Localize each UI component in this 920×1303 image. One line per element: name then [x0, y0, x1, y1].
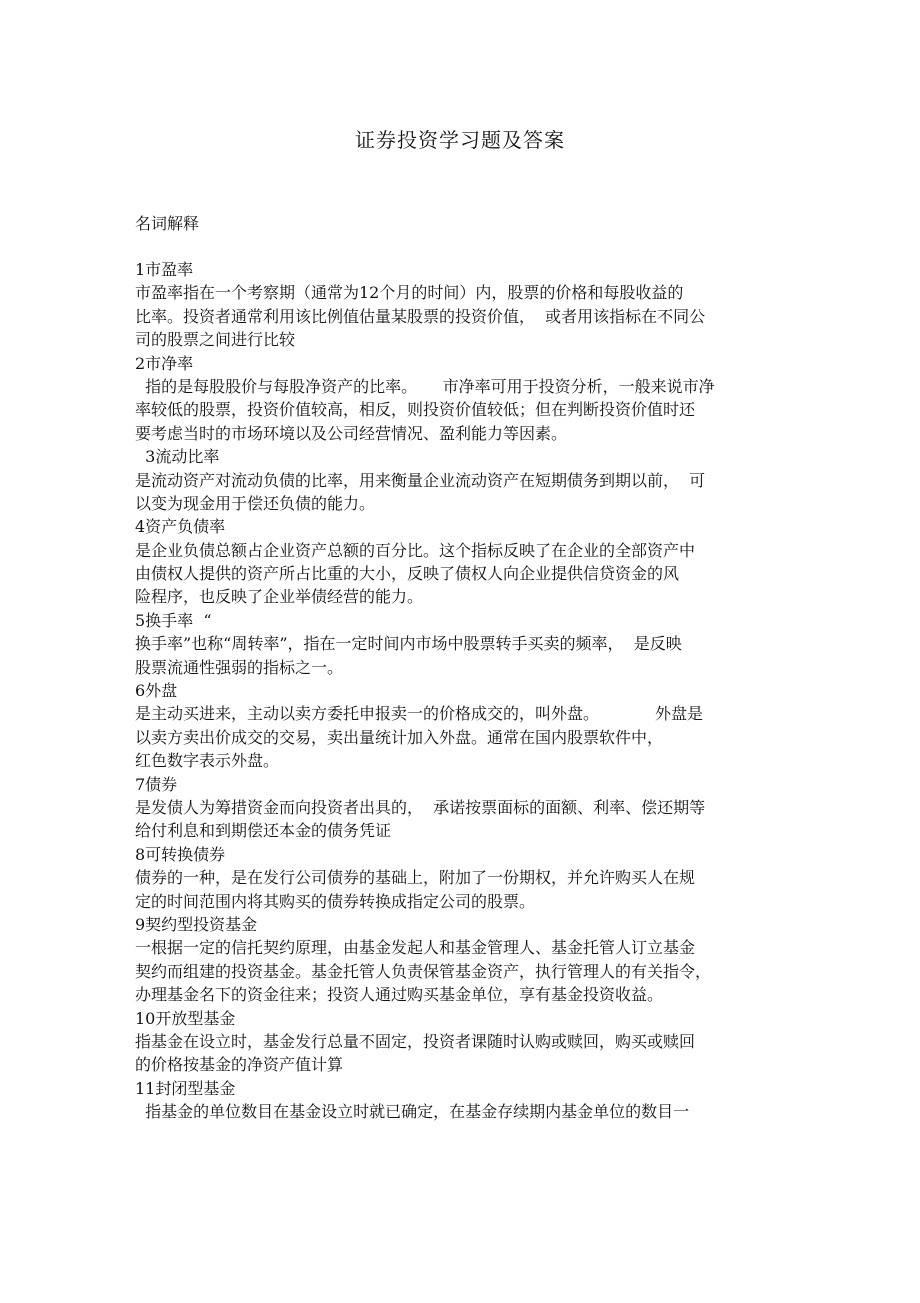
definition-line: 是主动买进来，主动以卖方委托申报卖一的价格成交的，叫外盘。 外盘是 [135, 704, 703, 724]
definition-line: 以卖方卖出价成交的交易，卖出量统计加入外盘。通常在国内股票软件中， [135, 727, 664, 747]
definition-line: 指基金在设立时，基金发行总量不固定，投资者课随时认购或赎回，购买或赎回 [135, 1031, 696, 1051]
definition-line: 定的时间范围内将其购买的债券转换成指定公司的股票。 [135, 891, 536, 911]
glossary-term: 4资产负债率 [135, 517, 226, 537]
definition-line: 是发债人为筹措资金而向投资者出具的， 承诺按票面标的面额、利率、偿还期等 [135, 797, 706, 817]
definition-line: 以变为现金用于偿还负债的能力。 [135, 493, 376, 513]
definition-line: 率较低的股票，投资价值较高，相反，则投资价值较低；但在判断投资价值时还 [135, 400, 696, 420]
glossary-term: 2市净率 [135, 353, 194, 373]
definition-line: 债券的一种，是在发行公司债券的基础上，附加了一份期权，并允许购买人在规 [135, 868, 696, 888]
definition-line: 给付利息和到期偿还本金的债务凭证 [135, 821, 392, 841]
definition-line: 换手率”也称“周转率”，指在一定时间内市场中股票转手买卖的频率， 是反映 [135, 634, 682, 654]
definition-line: 司的股票之间进行比较 [135, 330, 296, 350]
section-heading: 名词解释 [135, 214, 200, 233]
definition-line: 指的是每股股价与每股净资产的比率。 市净率可用于投资分析，一般来说市净 [135, 376, 715, 396]
glossary-term: 11封闭型基金 [135, 1078, 236, 1098]
definition-line: 比率。投资者通常利用该比例值估量某股票的投资价值， 或者用该指标在不同公 [135, 306, 706, 326]
definition-line: 的价格按基金的净资产值计算 [135, 1055, 344, 1075]
glossary-term: 10开放型基金 [135, 1008, 236, 1028]
definition-line: 是企业负债总额占企业资产总额的百分比。这个指标反映了在企业的全部资产中 [135, 540, 696, 560]
definition-line: 是流动资产对流动负债的比率，用来衡量企业流动资产在短期债务到期以前， 可 [135, 470, 706, 490]
glossary-term: 9契约型投资基金 [135, 914, 258, 934]
glossary-term: 8可转换债券 [135, 844, 226, 864]
glossary-term: 3流动比率 [135, 447, 220, 467]
glossary-entries [135, 258, 775, 1123]
glossary-term: 5换手率 “ [135, 610, 212, 630]
definition-line: 红色数字表示外盘。 [135, 751, 280, 771]
definition-line: 要考虑当时的市场环境以及公司经营情况、盈利能力等因素。 [135, 423, 568, 443]
glossary-term: 1市盈率 [135, 260, 194, 279]
definition-line: 险程序，也反映了企业举债经营的能力。 [135, 587, 424, 607]
definition-line: 办理基金名下的资金往来；投资人通过购买基金单位，享有基金投资收益。 [135, 985, 664, 1005]
definition-line: 由债权人提供的资产所占比重的大小，反映了债权人向企业提供信贷资金的风 [135, 564, 680, 584]
definition-line: 契约而组建的投资基金。基金托管人负责保管基金资产，执行管理人的有关指令， [135, 961, 712, 981]
document-title: 证券投资学习题及答案 [355, 128, 565, 152]
definition-line: 一根据一定的信托契约原理，由基金发起人和基金管理人、基金托管人订立基金 [135, 938, 696, 958]
glossary-term: 7债券 [135, 774, 178, 794]
definition-line: 股票流通性强弱的指标之一。 [135, 657, 344, 677]
definition-line: 市盈率指在一个考察期（通常为12个月的时间）内，股票的价格和每股收益的 [135, 283, 684, 303]
definition-line: 指基金的单位数目在基金设立时就已确定，在基金存续期内基金单位的数目一 [135, 1102, 690, 1122]
glossary-term: 6外盘 [135, 681, 178, 701]
